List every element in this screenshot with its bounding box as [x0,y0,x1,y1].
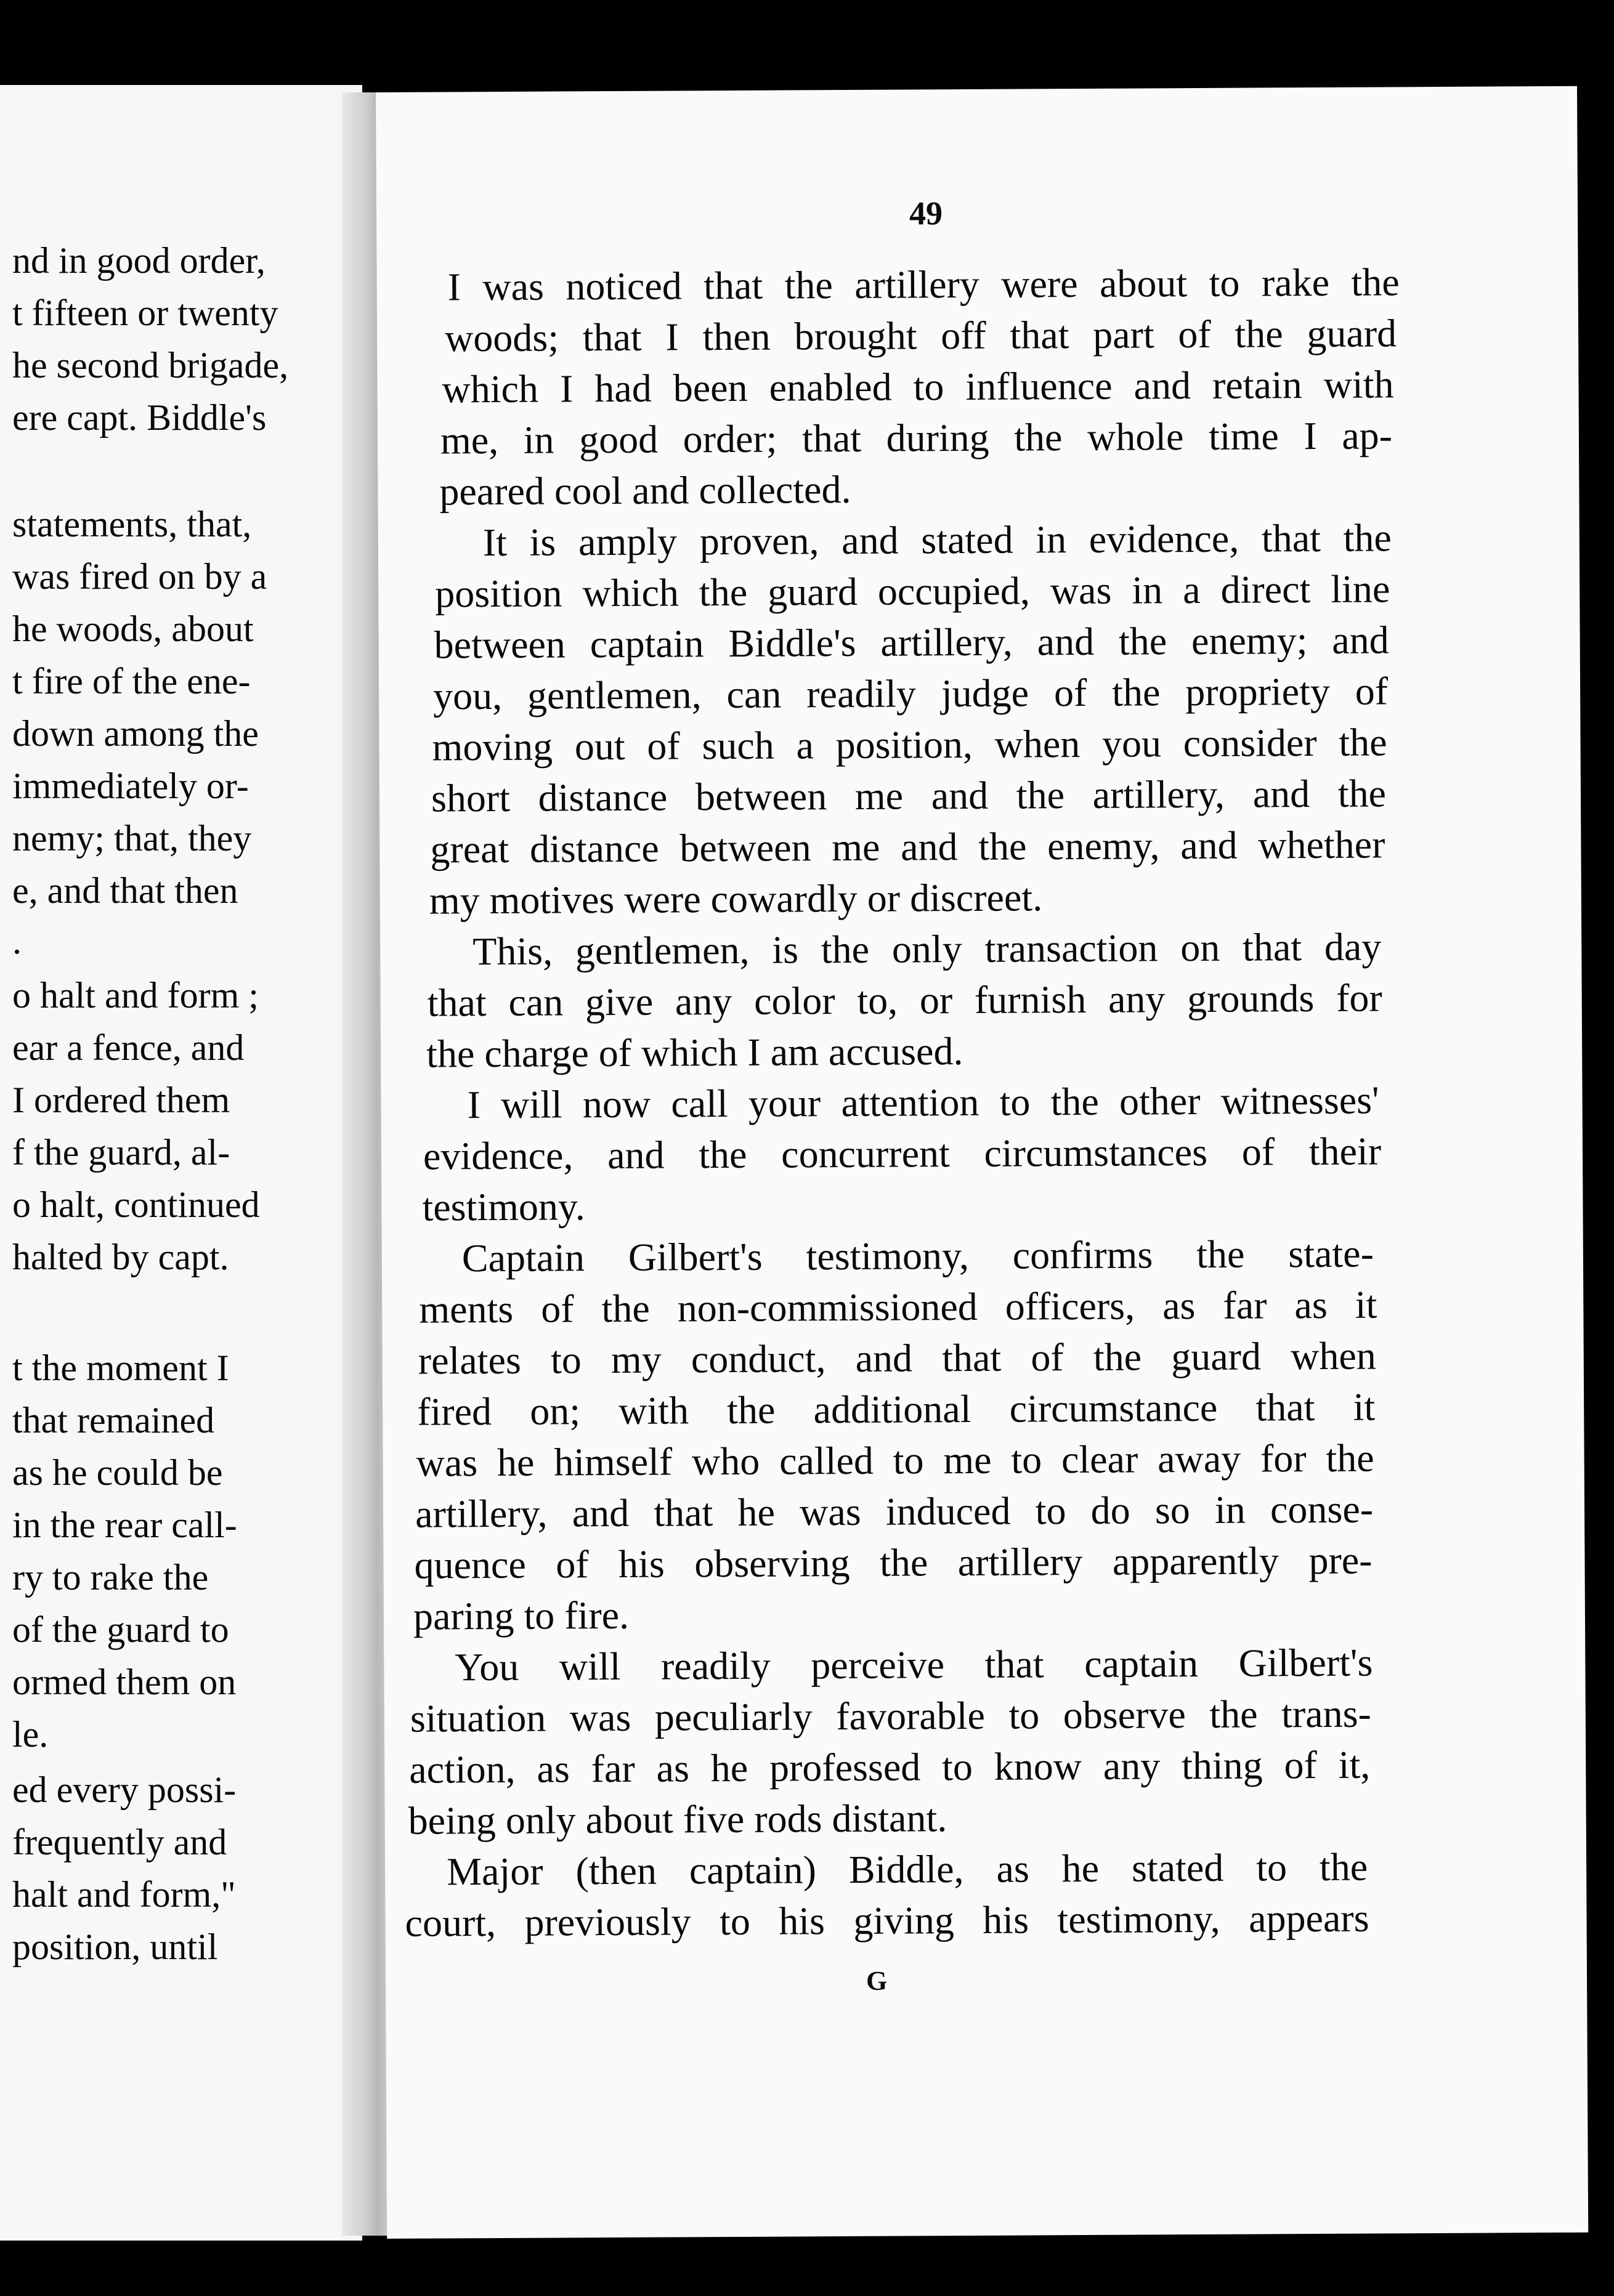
left-line: t the moment I [12,1348,229,1388]
left-line: of the guard to [12,1609,229,1650]
right-page [376,86,1588,2239]
text-line: relates to my conduct, and that of the guard when [418,1333,1376,1383]
text-line: I will now call your attention to the other witnesses' [467,1078,1379,1127]
left-line: as he could be [12,1452,223,1493]
text-line: quence of his observing the artillery apparently pre- [414,1538,1373,1587]
text-line: You will readily perceive that captain Gilbert's [455,1640,1373,1689]
text-line: me, in good order; that during the whole time I ap- [440,413,1393,463]
left-page [0,85,362,2241]
left-line: statements, that, [12,504,252,544]
left-line: he woods, about [12,608,254,649]
text-line: position which the guard occupied, was in a direct line [435,567,1390,616]
text-line: This, gentlemen, is the only transaction on that day [472,924,1382,974]
text-line: between captain Biddle's artillery, and the enemy; and [434,618,1389,667]
left-line: immediately or- [12,766,249,806]
text-line: artillery, and that he was induced to do so in conse- [415,1487,1374,1536]
left-line: . [12,921,22,961]
text-line: moving out of such a position, when you consider the [432,720,1387,769]
text-line: that can give any color to, or furnish any grounds for [427,976,1382,1025]
left-line: e, and that then [12,870,238,911]
left-line: o halt, continued [12,1184,260,1225]
left-line: le. [12,1714,49,1755]
left-line: was fired on by a [12,556,267,597]
left-line: in the rear call- [12,1505,237,1545]
text-line: was he himself who called to me to clear away for the [416,1436,1374,1485]
text-line: woods; that I then brought off that part of the guard [444,311,1397,360]
text-line: action, as far as he professed to know any thing of it, [409,1742,1371,1792]
text-line: evidence, and the concurrent circumstances of their [423,1129,1382,1178]
left-line: t fifteen or twenty [12,293,278,333]
text-line: paring to fire. [413,1593,630,1638]
left-line: he second brigade, [12,345,289,386]
page-number: 49 [909,195,943,232]
text-line: court, previously to his giving his testimony, appears [405,1896,1369,1945]
left-line: frequently and [12,1822,227,1862]
text-line: being only about five rods distant. [408,1796,947,1843]
text-line: I was noticed that the artillery were about to rake the [447,260,1400,309]
text-line: the charge of which I am accused. [426,1029,963,1076]
text-line: situation was peculiarly favorable to observe the trans- [410,1691,1371,1740]
left-line: down among the [12,713,259,754]
left-line: f the guard, al- [12,1132,230,1173]
text-line: peared cool and collected. [439,467,851,514]
left-line: I ordered them [12,1080,230,1120]
left-line: halted by capt. [12,1237,229,1277]
left-line: ormed them on [12,1662,237,1702]
left-line: ry to rake the [12,1557,209,1598]
text-line: Captain Gilbert's testimony, confirms the state- [461,1231,1374,1280]
left-line: nd in good order, [12,240,266,281]
text-line: which I had been enabled to influence and retain with [442,362,1394,411]
signature-mark: G [866,1965,888,1996]
left-line: t fire of the ene- [12,661,251,701]
text-line: short distance between me and the artillery, and the [431,771,1387,820]
text-line: my motives were cowardly or discreet. [429,875,1043,923]
left-line: halt and form," [12,1874,236,1915]
left-line: that remained [12,1400,215,1441]
text-line: It is amply proven, and stated in evidence, that the [482,515,1392,565]
left-line: ear a fence, and [12,1027,245,1068]
text-line: fired on; with the additional circumstance that it [417,1384,1376,1434]
text-line: testimony. [422,1184,585,1229]
left-line: o halt and form ; [12,975,259,1016]
left-line: position, until [12,1926,218,1967]
left-line: nemy; that, they [12,818,252,859]
text-line: you, gentlemen, can readily judge of the propriety of [432,669,1389,718]
text-line: great distance between me and the enemy, and whether [430,822,1385,871]
text-line: ments of the non-commissioned officers, as far as it [419,1282,1377,1332]
left-line: ed every possi- [12,1769,237,1810]
left-line: ere capt. Biddle's [12,397,267,438]
text-line: Major (then captain) Biddle, as he stated to the [446,1845,1368,1894]
